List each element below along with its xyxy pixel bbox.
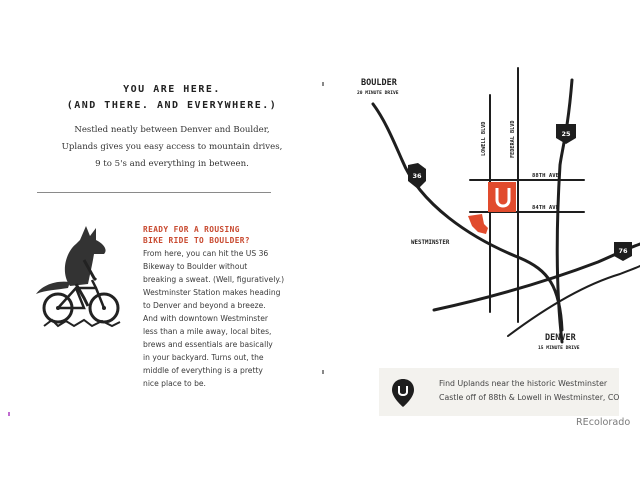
body-line-3: breaking a sweat. (Well, figuratively.) — [143, 275, 285, 284]
page-mark — [322, 370, 324, 374]
body-line-5: to Denver and beyond a breeze. — [143, 301, 266, 310]
map-pin-icon — [391, 378, 415, 408]
hwy-25-shield — [556, 124, 576, 144]
intro-line-1: Nestled neatly between Denver and Boulder, — [74, 125, 270, 135]
intro-line-3: 9 to 5's and everything in between. — [95, 159, 249, 169]
location-map — [330, 60, 640, 365]
ave-88-label: 88TH AVE — [532, 173, 559, 179]
svg-text:76: 76 — [618, 247, 628, 255]
info-line-1: Find Uplands near the historic Westminster — [439, 379, 608, 388]
ave-84-label: 84TH AVE — [532, 205, 559, 211]
lowell-blvd-label: LOWELL BLVD — [481, 121, 487, 156]
body-line-1: From here, you can hit the US 36 — [143, 249, 269, 258]
intro-line-2: Uplands gives you easy access to mountain drives, — [61, 142, 283, 152]
body-line-6: And with downtown Westminster — [143, 314, 269, 323]
body-line-11: nice place to be. — [143, 379, 206, 388]
svg-text:25: 25 — [561, 130, 571, 138]
federal-blvd-label: FEDERAL BLVD — [510, 120, 516, 158]
body-line-7: less than a mile away, local bites, — [143, 327, 272, 336]
boulder-drive-label: 20 MINUTE DRIVE — [357, 91, 399, 96]
boulder-label: BOULDER — [361, 78, 397, 88]
info-line-2: Castle off of 88th & Lowell in Westminster, CO — [439, 393, 620, 402]
svg-text:36: 36 — [412, 172, 422, 180]
heading-you-are-here: YOU ARE HERE. — [123, 84, 221, 95]
bike-title-line-1: READY FOR A ROUSING — [143, 225, 240, 234]
watermark: REcolorado — [576, 417, 631, 428]
body-line-10: middle of everything is a pretty — [143, 366, 263, 375]
heading-and-there: (AND THERE. AND EVERYWHERE.) — [66, 100, 278, 111]
denver-drive-label: 15 MINUTE DRIVE — [538, 346, 580, 351]
page-mark — [8, 412, 10, 416]
body-line-9: in your backyard. Turns out, the — [143, 353, 264, 362]
hwy-76-shield — [614, 242, 632, 261]
body-line-4: Westminster Station makes heading — [143, 288, 281, 297]
westminster-label: WESTMINSTER — [411, 240, 450, 246]
denver-label: DENVER — [545, 333, 576, 343]
body-line-8: brews and essentials are basically — [143, 340, 273, 349]
hwy-36-shield — [408, 163, 426, 189]
coyote-bike-illustration — [30, 222, 132, 334]
page-mark — [322, 82, 324, 86]
bike-title-line-2: BIKE RIDE TO BOULDER? — [143, 236, 250, 245]
body-line-2: Bikeway to Boulder without — [143, 262, 248, 271]
location-info-box — [379, 368, 619, 416]
section-divider — [37, 192, 271, 193]
